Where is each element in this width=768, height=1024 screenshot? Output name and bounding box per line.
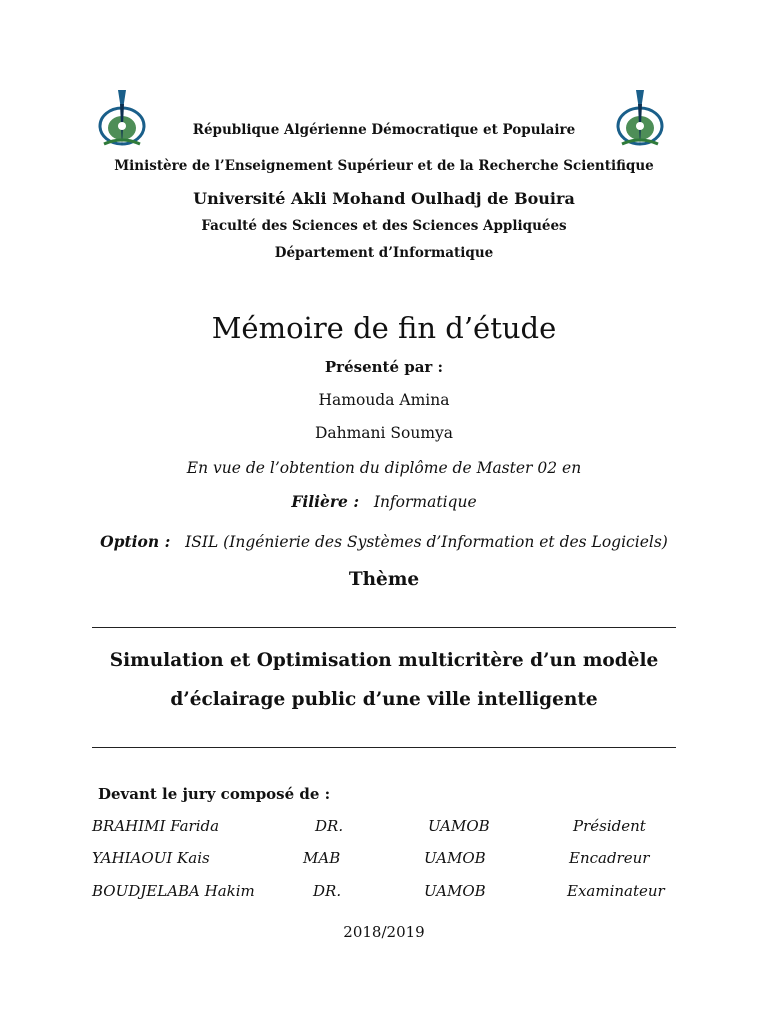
jury-grade: MAB — [303, 849, 341, 867]
ministry-line: Ministère de l’Enseignement Supérieur et de la Recherche Scientifique — [114, 158, 654, 174]
degree-line: En vue de l’obtention du diplôme de Master 02 en — [186, 459, 582, 477]
jury-role: Encadreur — [569, 849, 650, 867]
document-title: Mémoire de fin d’étude — [211, 311, 557, 345]
jury-name: BOUDJELABA Hakim — [92, 882, 255, 900]
filiere-label: Filière : — [291, 492, 360, 511]
department-name: Département d’Informatique — [274, 245, 494, 261]
option-value: ISIL (Ingénierie des Systèmes d’Information et des Logiciels) — [185, 533, 668, 551]
jury-institution: UAMOB — [424, 882, 486, 900]
jury-grade: DR. — [313, 882, 342, 900]
thesis-title-line-1: Simulation et Optimisation multicritère d’un modèle — [109, 650, 659, 671]
option-line — [0, 532, 768, 551]
theme-label: Thème — [348, 569, 420, 590]
divider — [92, 747, 676, 748]
author-name: Hamouda Amina — [318, 391, 450, 409]
republic-line: République Algérienne Démocratique et Populaire — [192, 122, 576, 138]
jury-role: Examinateur — [567, 882, 665, 900]
divider — [92, 627, 676, 628]
jury-role: Président — [573, 817, 646, 835]
university-emblem-icon-right — [614, 86, 666, 150]
filiere-line — [0, 492, 768, 511]
faculty-name: Faculté des Sciences et des Sciences Appliquées — [201, 218, 567, 234]
jury-heading: Devant le jury composé de : — [98, 785, 331, 803]
jury-name: BRAHIMI Farida — [92, 817, 220, 835]
thesis-title-line-2: d’éclairage public d’une ville intelligente — [170, 689, 598, 710]
jury-grade: DR. — [315, 817, 344, 835]
filiere-value: Informatique — [373, 493, 477, 511]
option-label: Option : — [100, 532, 171, 551]
university-name: Université Akli Mohand Oulhadj de Bouira — [193, 189, 575, 208]
jury-institution: UAMOB — [424, 849, 486, 867]
academic-year: 2018/2019 — [343, 923, 425, 941]
presented-by-label: Présenté par : — [324, 358, 444, 376]
university-emblem-icon-left — [96, 86, 148, 150]
jury-name: YAHIAOUI Kais — [92, 849, 210, 867]
jury-institution: UAMOB — [428, 817, 490, 835]
author-name: Dahmani Soumya — [314, 424, 454, 442]
